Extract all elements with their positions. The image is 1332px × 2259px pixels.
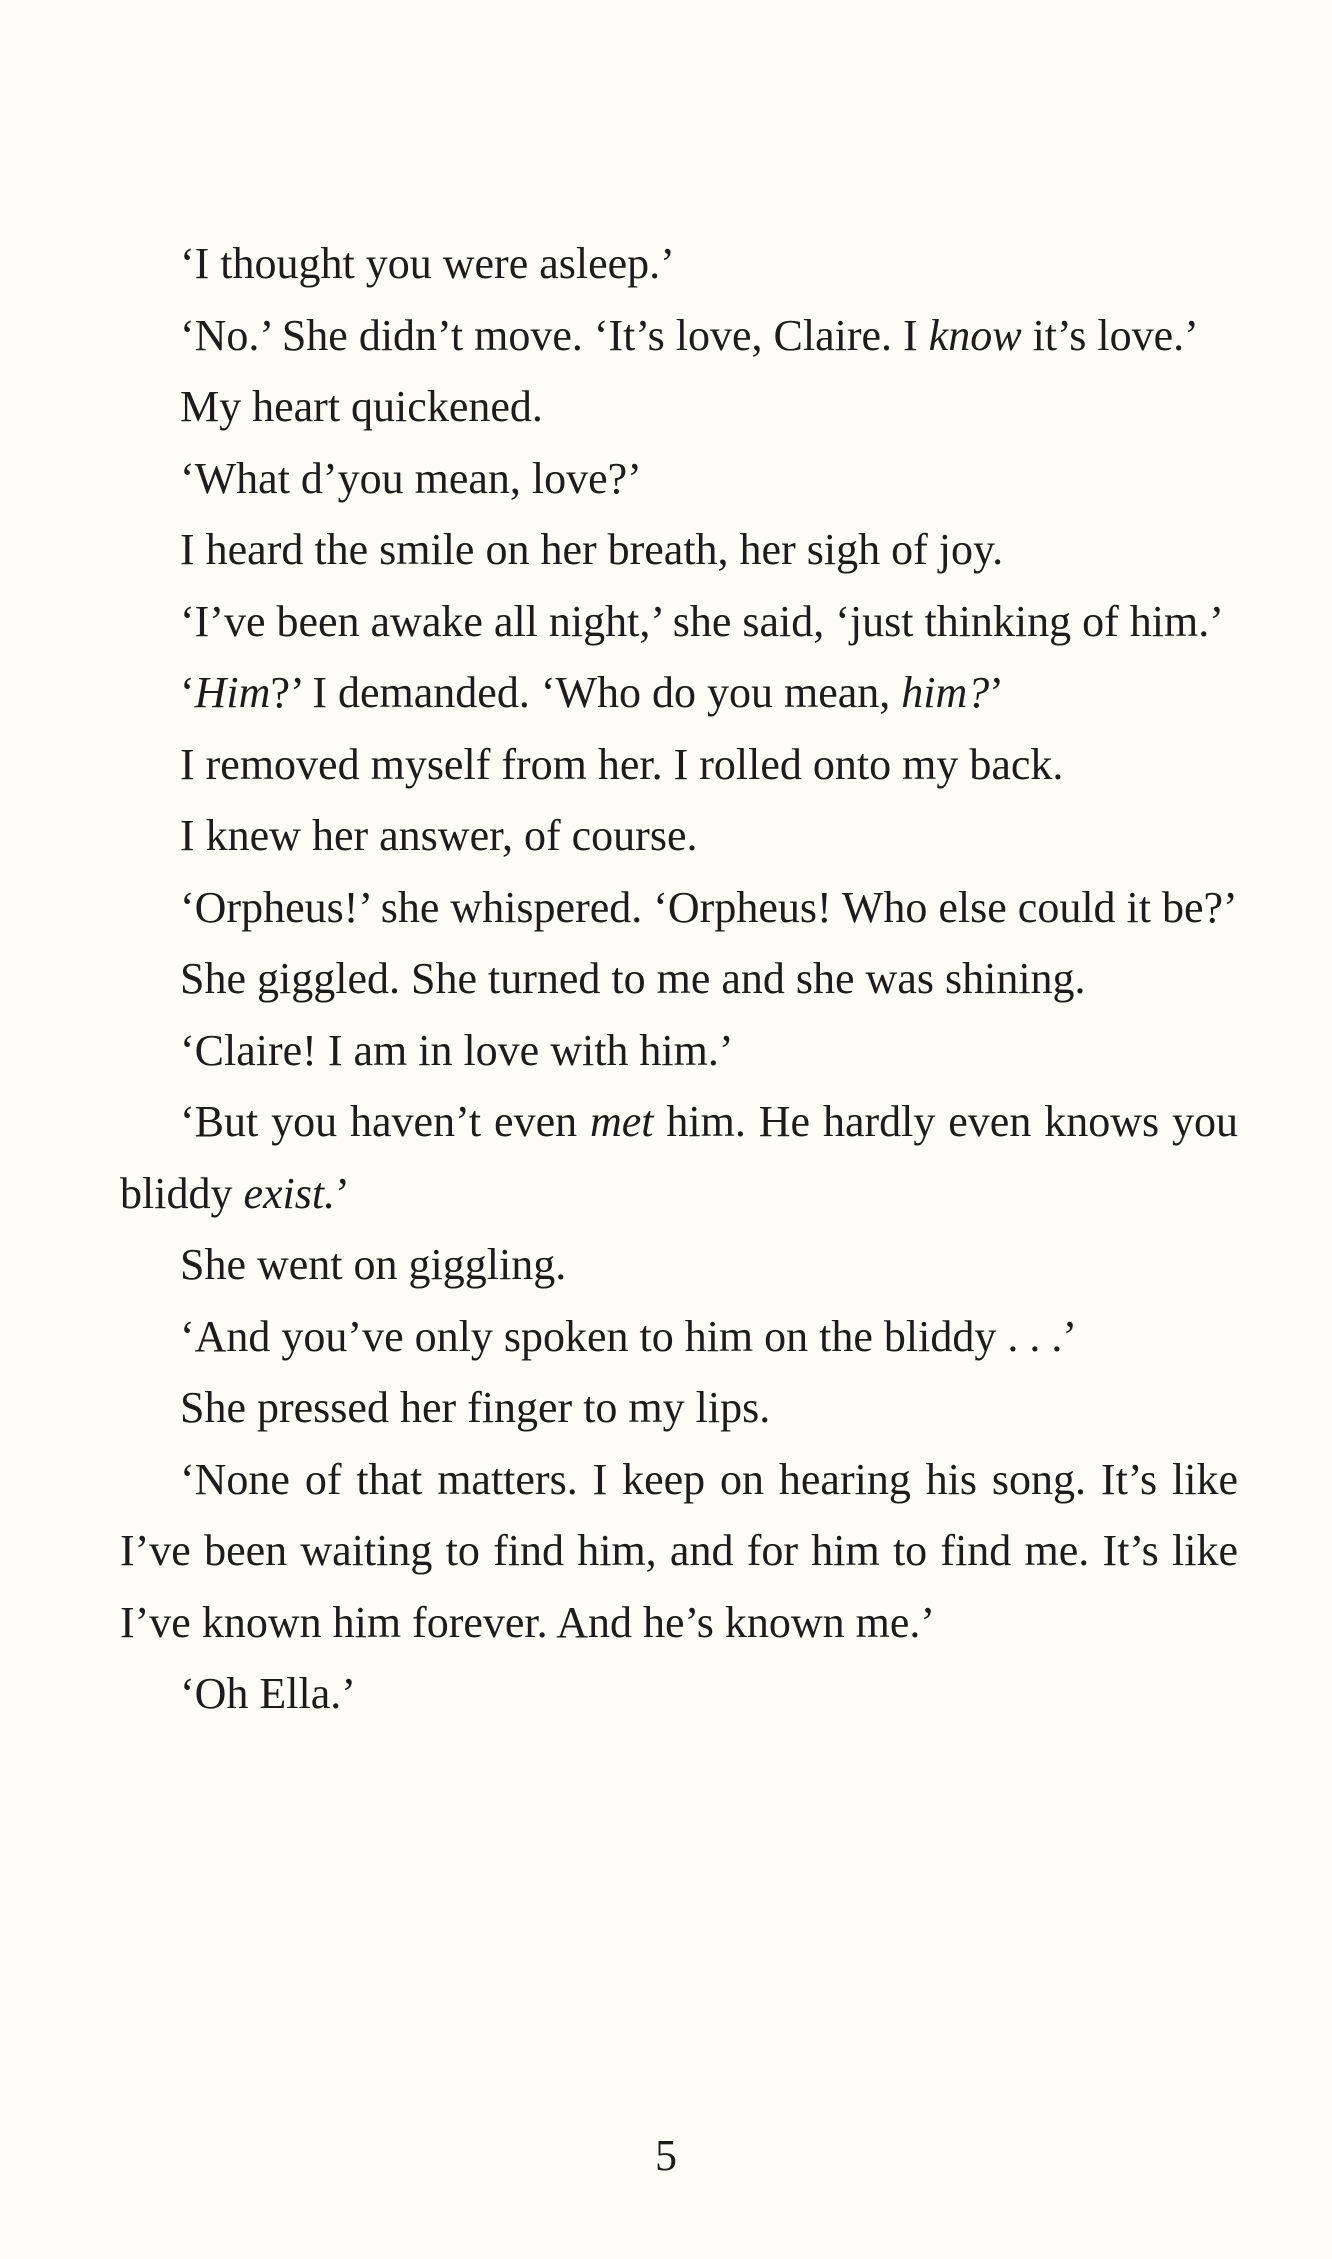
paragraph — [120, 371, 1238, 443]
paragraph — [120, 1229, 1238, 1301]
text-run: ‘None of that matters. I keep on hearing his song. It’s like I’ve been waiting to find him, and for him to find me. It’s like I’ve known him forever. And he’s known me.’ — [120, 1454, 1238, 1647]
text-run: My heart quickened. — [180, 382, 543, 431]
italic-text: Him — [194, 668, 271, 717]
text-run: ‘But you haven’t even — [180, 1097, 590, 1146]
text-run: ‘Claire! I am in love with him.’ — [180, 1025, 734, 1075]
text-run: ’ — [335, 1168, 350, 1218]
paragraph — [120, 1301, 1238, 1373]
body-text — [120, 228, 1238, 1730]
text-run: ‘I’ve been awake all night,’ she said, ‘just thinking of him.’ — [180, 596, 1224, 646]
text-run: ‘And you’ve only spoken to him on the bliddy . . .’ — [180, 1311, 1078, 1361]
paragraph — [120, 1658, 1238, 1730]
text-run: She giggled. She turned to me and she was shining. — [180, 954, 1086, 1003]
paragraph — [120, 1086, 1238, 1229]
italic-text: met — [590, 1097, 654, 1146]
text-run: ‘What d’you mean, love?’ — [180, 453, 642, 503]
italic-text: him? — [901, 668, 990, 717]
text-run: I knew her answer, of course. — [180, 811, 698, 860]
paragraph — [120, 443, 1238, 515]
paragraph — [120, 514, 1238, 586]
italic-text: exist. — [243, 1168, 336, 1218]
paragraph — [120, 300, 1238, 372]
text-run: I removed myself from her. I rolled onto my back. — [180, 739, 1064, 789]
text-run: ‘ — [180, 668, 195, 717]
paragraph — [120, 1015, 1238, 1087]
text-run: She went on giggling. — [180, 1240, 567, 1289]
text-run: I heard the smile on her breath, her sigh of joy. — [180, 525, 1004, 574]
text-run: ‘No.’ She didn’t move. ‘It’s love, Claire. I — [180, 310, 929, 360]
text-run: She pressed her finger to my lips. — [180, 1383, 771, 1432]
paragraph — [120, 1444, 1238, 1659]
paragraph — [120, 657, 1238, 729]
text-run: ?’ I demanded. ‘Who do you mean, — [270, 668, 902, 717]
page-number: 5 — [655, 2131, 677, 2180]
paragraph — [120, 1372, 1238, 1444]
text-run: it’s love.’ — [1021, 310, 1199, 360]
italic-text: know — [928, 310, 1022, 360]
paragraph — [120, 228, 1238, 300]
text-run: ’ — [989, 668, 1004, 717]
paragraph — [120, 586, 1238, 658]
text-run: ‘Orpheus!’ she whispered. ‘Orpheus! Who else could it be?’ — [180, 882, 1238, 932]
paragraph — [120, 943, 1238, 1015]
text-run: ‘Oh Ella.’ — [180, 1669, 356, 1718]
text-run: him. He hardly even knows you bliddy — [120, 1097, 1238, 1218]
paragraph — [120, 872, 1238, 944]
text-run: ‘I thought you were asleep.’ — [180, 239, 675, 288]
paragraph — [120, 729, 1238, 801]
paragraph — [120, 800, 1238, 872]
